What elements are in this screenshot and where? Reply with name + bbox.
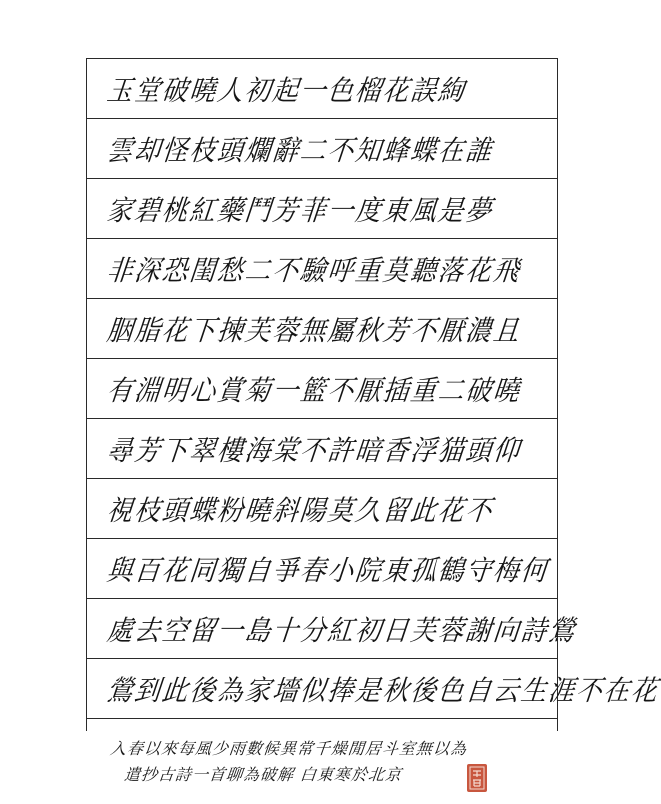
poem-line-8 [87,479,557,539]
poem-line-text: 與百花同獨自爭春小院東孤鶴守梅何 [105,553,551,587]
poem-line-7 [87,419,557,479]
red-seal-stamp [467,764,487,792]
poem-line-text: 鶯到此後為家墻似捧是秋後色自云生涯不在花 [105,673,661,707]
colophon-line-1: 入春以來每風少雨數候異常千燥閒居斗室無以為 [109,739,469,758]
poem-line-text: 胭脂花下揀芙蓉無屬秋芳不厭濃且 [105,313,523,347]
lined-writing-grid [86,58,661,731]
poem-line-9 [87,539,557,599]
poem-line-6 [87,359,557,419]
colophon-line-2: 遣抄古詩一首聊為破解 白東寒於北京 [123,765,404,784]
seal-glyph-icon [469,766,485,790]
poem-line-1 [87,59,557,119]
poem-line-10 [87,599,578,659]
poem-line-11 [87,659,661,719]
poem-line-text: 有淵明心賞菊一籃不厭插重⼆破曉 [105,373,523,407]
poem-line-text: 處去空留一島十分紅初日芙蓉謝向詩鶯 [105,613,578,647]
poem-line-text: 視枝頭蝶粉曉斜陽莫久留此花不 [105,493,495,527]
poem-line-4 [87,239,557,299]
poem-line-text: 非深恐閨愁⼆不驗呼重莫聽落花飛 [105,253,523,287]
poem-line-3 [87,179,557,239]
poem-line-text: 家碧桃紅藥鬥芳菲一度東風是夢 [105,193,495,227]
poem-line-2 [87,119,557,179]
poem-line-text: 尋芳下翠樓海棠不許暗香浮猫頭仰 [105,433,523,467]
poem-line-text: 玉堂破曉人初起一色榴花誤絢 [105,73,468,107]
poem-line-text: 雲却怪枝頭爛辭⼆不知蜂蝶在誰 [105,133,495,167]
poem-line-5 [87,299,557,359]
